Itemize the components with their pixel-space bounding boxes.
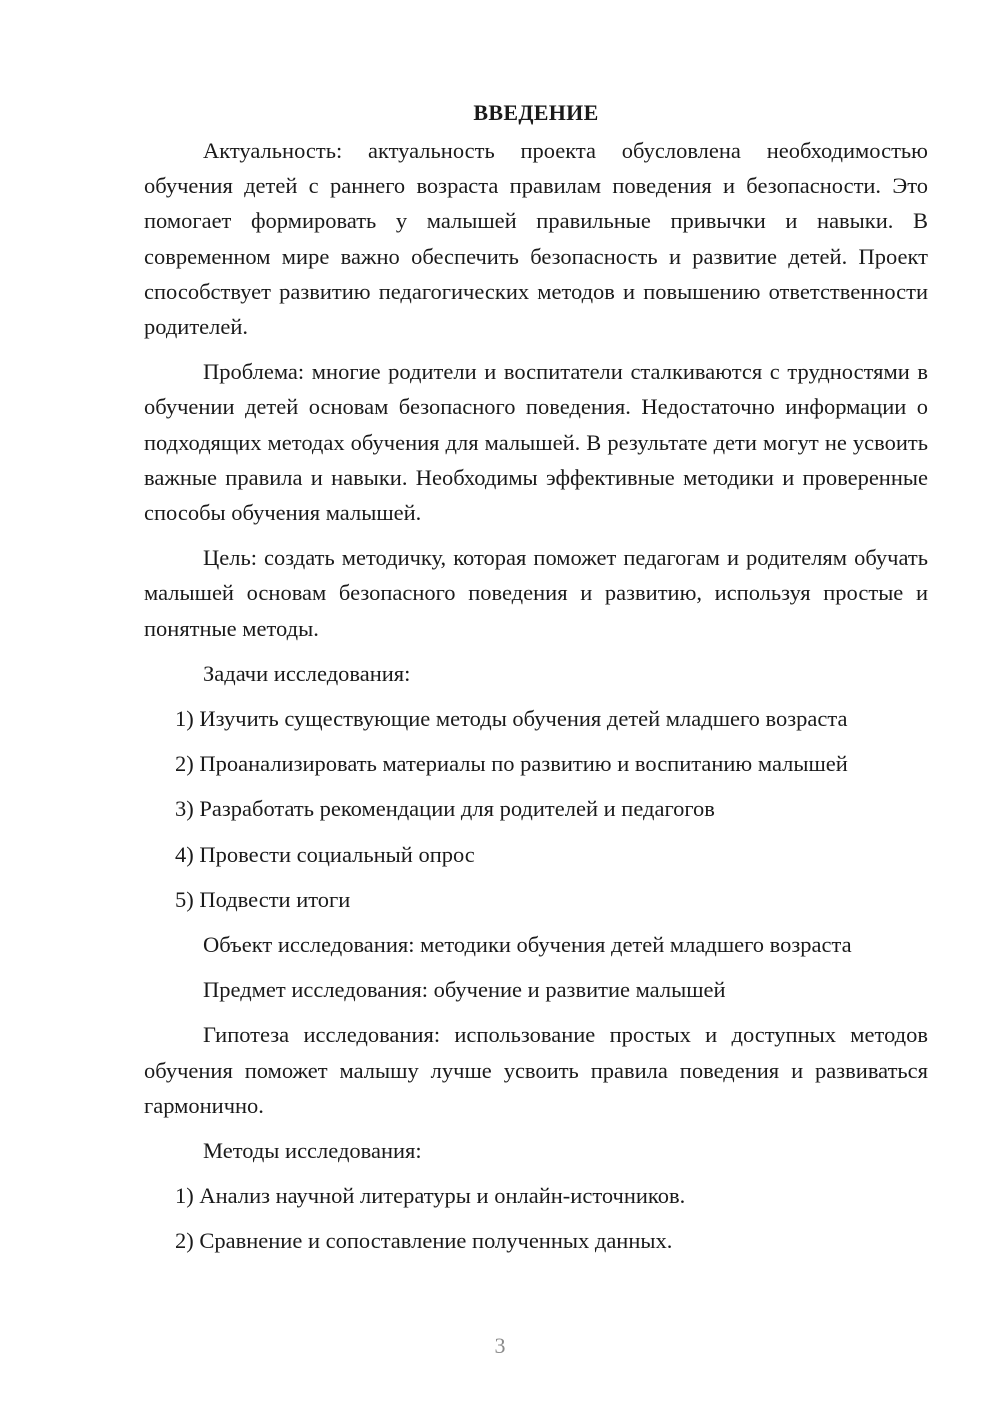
page-content <box>144 93 928 1259</box>
task-item: 3) Разработать рекомендации для родителей и педагогов <box>175 796 715 822</box>
task-item: 1) Изучить существующие методы обучения детей младшего возраста <box>175 706 848 732</box>
methods-heading: Методы исследования: <box>203 1138 422 1164</box>
research-object: Объект исследования: методики обучения детей младшего возраста <box>203 932 852 958</box>
relevance-paragraph: Актуальность: актуальность проекта обусловлена необходимостью обучения детей с раннего возраста правилам поведения и безопасности. Это помогает формировать у малышей правильные привычки и навыки. В современном мире важно обеспечить безопасность и развитие детей. Проект способствует развитию педагогических методов и повышению ответственности родителей. <box>144 138 928 340</box>
task-item: 5) Подвести итоги <box>175 886 351 912</box>
research-subject: Предмет исследования: обучение и развитие малышей <box>203 977 726 1003</box>
method-item: 1) Анализ научной литературы и онлайн-источников. <box>175 1183 686 1209</box>
page-title: ВВЕДЕНИЕ <box>473 100 599 125</box>
task-item: 2) Проанализировать материалы по развитию и воспитанию малышей <box>175 751 848 777</box>
tasks-heading: Задачи исследования: <box>203 660 411 686</box>
goal-paragraph: Цель: создать методичку, которая поможет педагогам и родителям обучать малышей основам безопасного поведения и развитию, используя простые и понятные методы. <box>144 545 928 641</box>
problem-paragraph: Проблема: многие родители и воспитатели сталкиваются с трудностями в обучении детей основам безопасного поведения. Недостаточно информации о подходящих методах обучения для малышей. В результате дети могут не усвоить важные правила и навыки. Необходимы эффективные методики и проверенные способы обучения малышей. <box>144 359 928 526</box>
task-item: 4) Провести социальный опрос <box>175 841 475 867</box>
page-number: 3 <box>494 1333 506 1358</box>
method-item: 2) Сравнение и сопоставление полученных данных. <box>175 1228 673 1254</box>
hypothesis-paragraph: Гипотеза исследования: использование простых и доступных методов обучения поможет малышу лучше усвоить правила поведения и развиваться гармонично. <box>144 1022 928 1118</box>
